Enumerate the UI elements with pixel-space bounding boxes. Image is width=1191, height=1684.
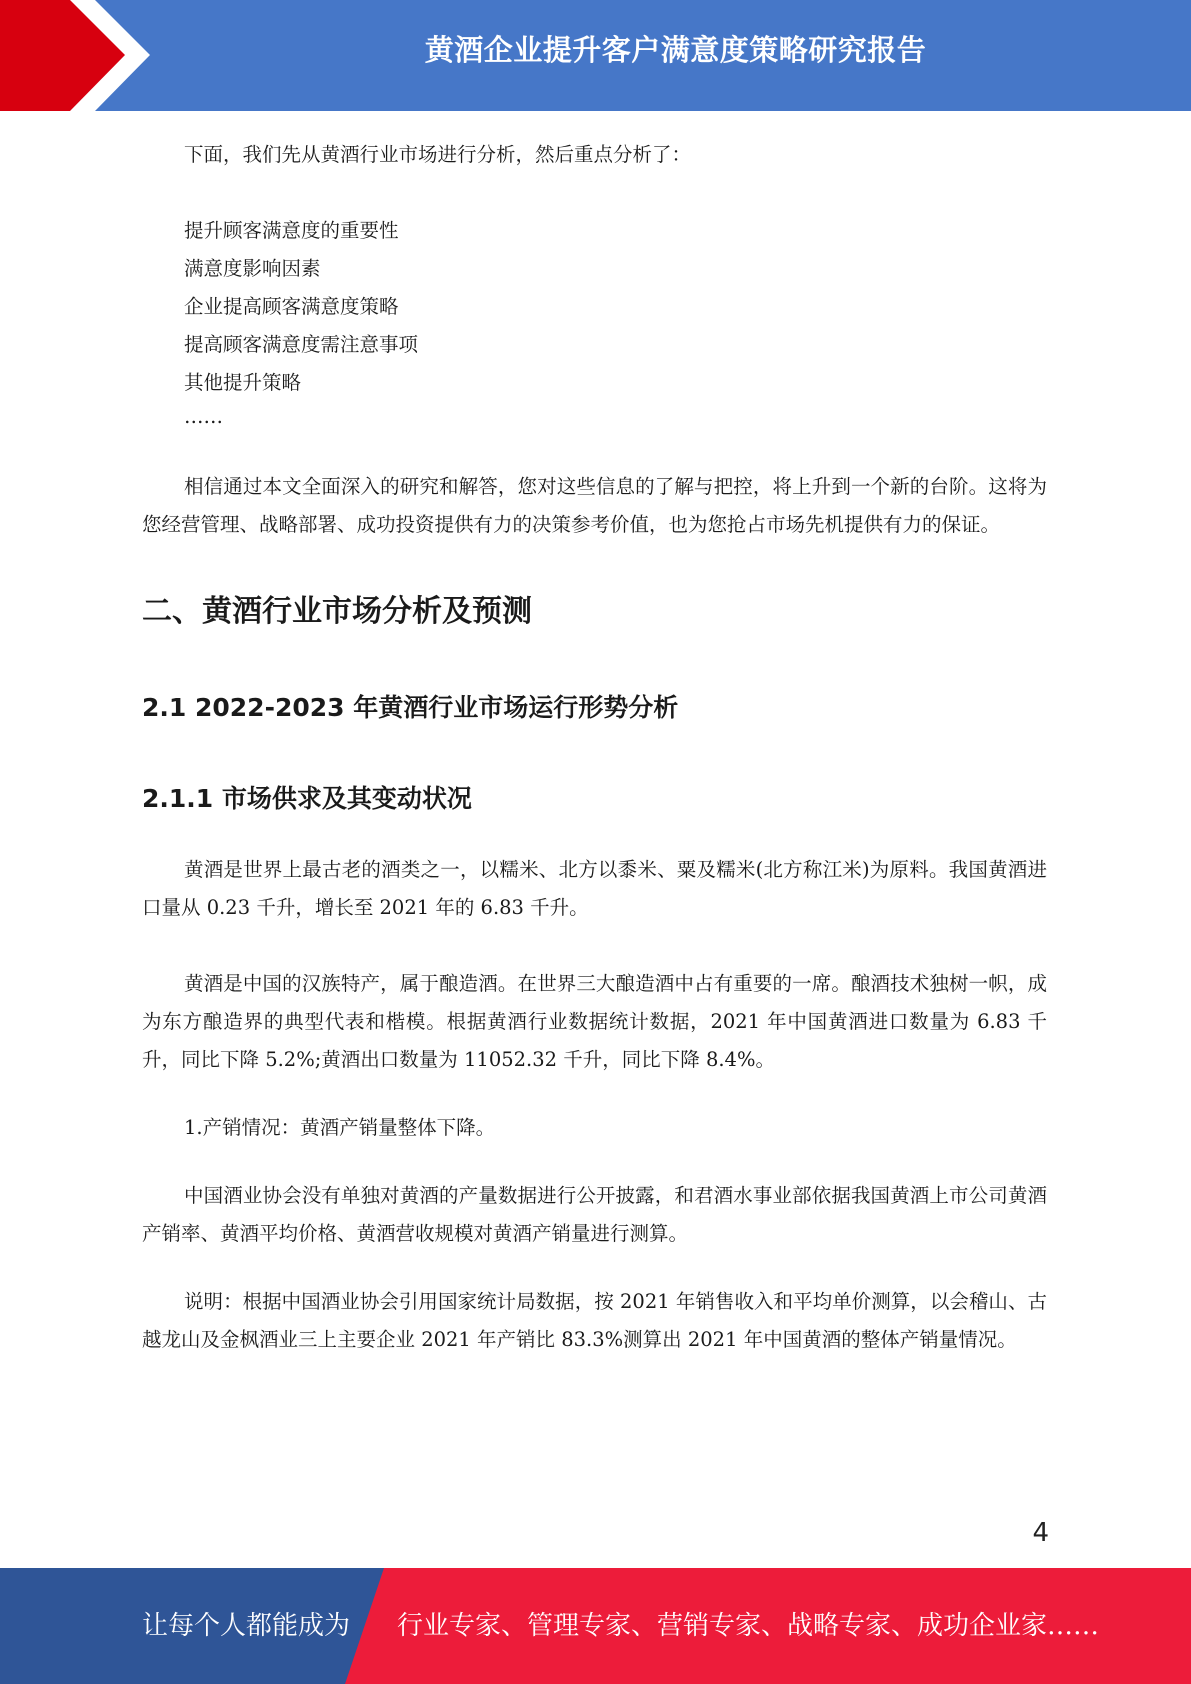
page-body (142, 136, 1047, 1359)
list-item: 企业提高顾客满意度策略 (184, 295, 399, 318)
list-item: 其他提升策略 (184, 371, 302, 394)
list-item: 提高顾客满意度需注意事项 (184, 333, 419, 356)
footer-roles: 行业专家、管理专家、营销专家、战略专家、成功企业家…… (397, 1611, 1100, 1641)
footer-slogan: 让每个人都能成为 (142, 1611, 351, 1641)
list-item: 提升顾客满意度的重要性 (184, 219, 399, 242)
body-paragraph: 1.产销情况：黄酒产销量整体下降。 (184, 1116, 496, 1139)
spacer (142, 724, 1047, 779)
spacer (142, 1079, 1047, 1109)
report-title: 黄酒企业提升客户满意度策略研究报告 (424, 33, 927, 67)
section-heading: 二、黄酒行业市场分析及预测 (142, 594, 532, 629)
body-paragraph: 黄酒是世界上最古老的酒类之一，以糯米、北方以黍米、粟及糯米(北方称江米)为原料。我国黄酒进口量从 0.23 千升，增长至 2021 年的 6.83 千升。 (142, 858, 1047, 919)
spacer (142, 927, 1047, 965)
spacer (142, 1253, 1047, 1283)
list-item: 满意度影响因素 (184, 257, 321, 280)
list-item: …… (184, 405, 223, 428)
spacer (142, 544, 1047, 586)
spacer (142, 1147, 1047, 1177)
intro-closing: 相信通过本文全面深入的研究和解答，您对这些信息的了解与把控，将上升到一个新的台阶。这将为您经营管理、战略部署、成功投资提供有力的决策参考价值，也为您抢占市场先机提供有力的保证。 (142, 475, 1047, 536)
spacer (142, 815, 1047, 851)
spacer (142, 630, 1047, 688)
spacer (142, 174, 1047, 212)
subsubsection-heading: 2.1.1 市场供求及其变动状况 (142, 784, 472, 813)
header-chevron-shape (0, 0, 160, 111)
page-number: 4 (1032, 1518, 1049, 1548)
body-paragraph: 中国酒业协会没有单独对黄酒的产量数据进行公开披露，和君酒水事业部依据我国黄酒上市公司黄酒产销率、黄酒平均价格、黄酒营收规模对黄酒产销量进行测算。 (142, 1184, 1047, 1245)
body-paragraph: 说明：根据中国酒业协会引用国家统计局数据，按 2021 年销售收入和平均单价测算，以会稽山、古越龙山及金枫酒业三上主要企业 2021 年产销比 83.3%测算出 2021 年中国黄酒的整体产销量情况。 (142, 1290, 1047, 1351)
page-footer (0, 1568, 1191, 1684)
intro-lead: 下面，我们先从黄酒行业市场进行分析，然后重点分析了： (184, 143, 692, 166)
page-header (0, 0, 1191, 111)
body-paragraph: 黄酒是中国的汉族特产，属于酿造酒。在世界三大酿造酒中占有重要的一席。酿酒技术独树一帜，成为东方酿造界的典型代表和楷模。根据黄酒行业数据统计数据，2021 年中国黄酒进口数量为 6.83 千升，同比下降 5.2%;黄酒出口数量为 11052.32 千升，同比下降 8.4%。 (142, 972, 1047, 1071)
topic-list (142, 212, 1047, 432)
spacer (142, 432, 1047, 468)
subsection-heading: 2.1 2022-2023 年黄酒行业市场运行形势分析 (142, 693, 679, 722)
